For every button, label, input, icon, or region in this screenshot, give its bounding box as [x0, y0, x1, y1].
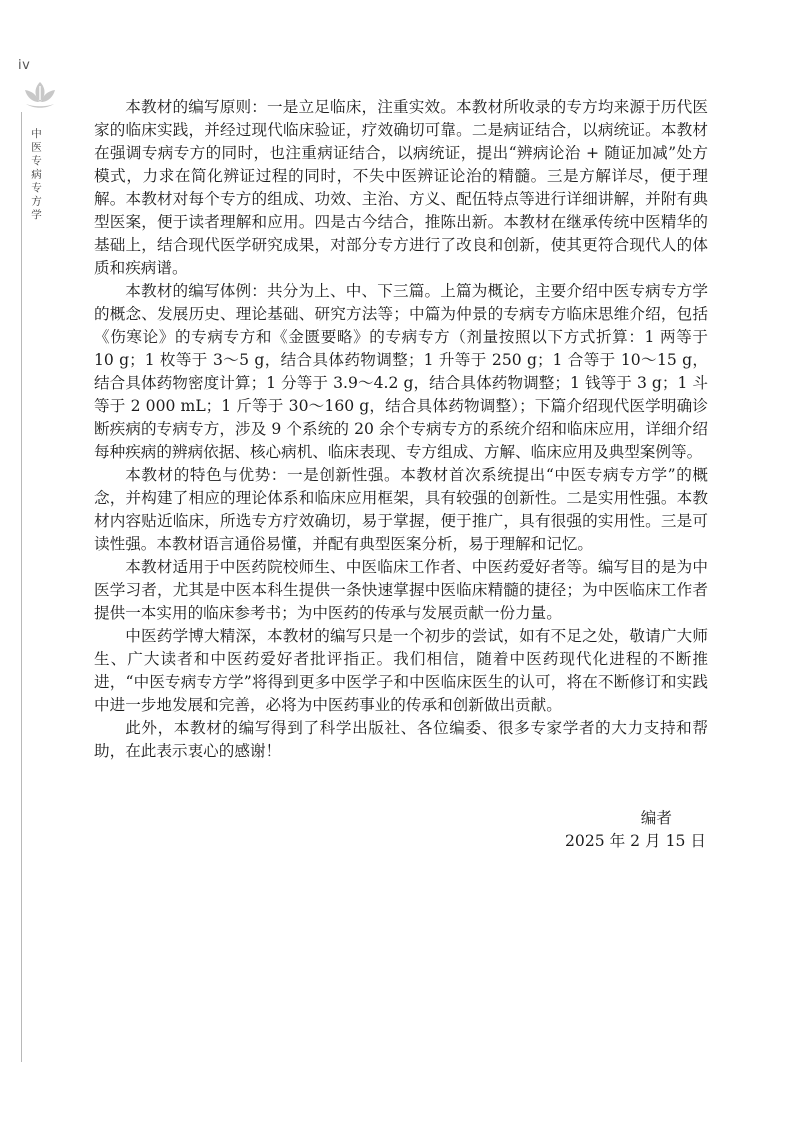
side-book-title: 中医专病专方学	[30, 128, 42, 223]
paragraph-features: 本教材的特色与优势：一是创新性强。本教材首次系统提出“中医专病专方学”的概念，并构建了相应的理论体系和临床应用框架，具有较强的创新性。二是实用性强。本教材内容贴近临床，所选专方疗效确切，易于掌握，便于推广，具有很强的实用性。三是可读性强。本教材语言通俗易懂，并配有典型医案分析，易于理解和记忆。	[94, 466, 708, 553]
signature-block	[565, 807, 706, 853]
paragraph-principles: 本教材的编写原则：一是立足临床，注重实效。本教材所收录的专方均来源于历代医家的临床实践，并经过现代临床验证，疗效确切可靠。二是病证结合，以病统证。本教材在强调专病专方的同时，也注重病证结合，以病统证，提出“辨病论治 + 随证加减”处方模式，力求在简化辨证过程的同时，不失中医辨证论治的精髓。三是方解详尽，便于理解。本教材对每个专方的组成、功效、主治、方义、配伍特点等进行详细讲解，并附有典型医案，便于读者理解和应用。四是古今结合，推陈出新。本教材在继承传统中医精华的基础上，结合现代医学研究成果，对部分专方进行了改良和创新，使其更符合现代人的体质和疾病谱。	[94, 98, 708, 277]
page-number: iv	[18, 58, 31, 73]
paragraph-outlook: 中医药学博大精深，本教材的编写只是一个初步的尝试，如有不足之处，敬请广大师生、广大读者和中医药爱好者批评指正。我们相信，随着中医药现代化进程的不断推进，“中医专病专方学”将得到更多中医学子和中医临床医生的认可，将在不断修订和实践中进一步地发展和完善，必将为中医药事业的传承和创新做出贡献。	[94, 627, 708, 714]
margin-rule	[21, 112, 22, 1062]
paragraph-acknowledgement: 此外，本教材的编写得到了科学出版社、各位编委、很多专家学者的大力支持和帮助，在此表示衷心的感谢！	[94, 719, 708, 760]
preface-body	[94, 96, 708, 763]
lotus-icon	[22, 80, 58, 110]
paragraph-audience: 本教材适用于中医药院校师生、中医临床工作者、中医药爱好者等。编写目的是为中医学习者，尤其是中医本科生提供一条快速掌握中医临床精髓的捷径；为中医临床工作者提供一本实用的临床参考书；为中医药的传承与发展贡献一份力量。	[94, 558, 708, 622]
paragraph-structure: 本教材的编写体例：共分为上、中、下三篇。上篇为概论，主要介绍中医专病专方学的概念、发展历史、理论基础、研究方法等；中篇为仲景的专病专方临床思维介绍，包括《伤寒论》的专病专方和《金匮要略》的专病专方（剂量按照以下方式折算：1 两等于 10 g；1 枚等于 3～5 g，结合具体药物调整；1 升等于 250 g；1 合等于 10～15 g，结合具体药物密度计算；1 分等于 3.9～4.2 g，结合具体药物调整；1 钱等于 3 g；1 斗等于 2 000 mL；1 斤等于 30～160 g，结合具体药物调整）；下篇介绍现代医学明确诊断疾病的专病专方，涉及 9 个系统的 20 余个专病专方的系统介绍和临床应用，详细介绍每种疾病的辨病依据、核心病机、临床表现、专方组成、方解、临床应用及典型案例等。	[94, 282, 708, 461]
signature-date: 2025 年 2 月 15 日	[564, 832, 706, 850]
signature-author: 编者	[640, 809, 672, 827]
